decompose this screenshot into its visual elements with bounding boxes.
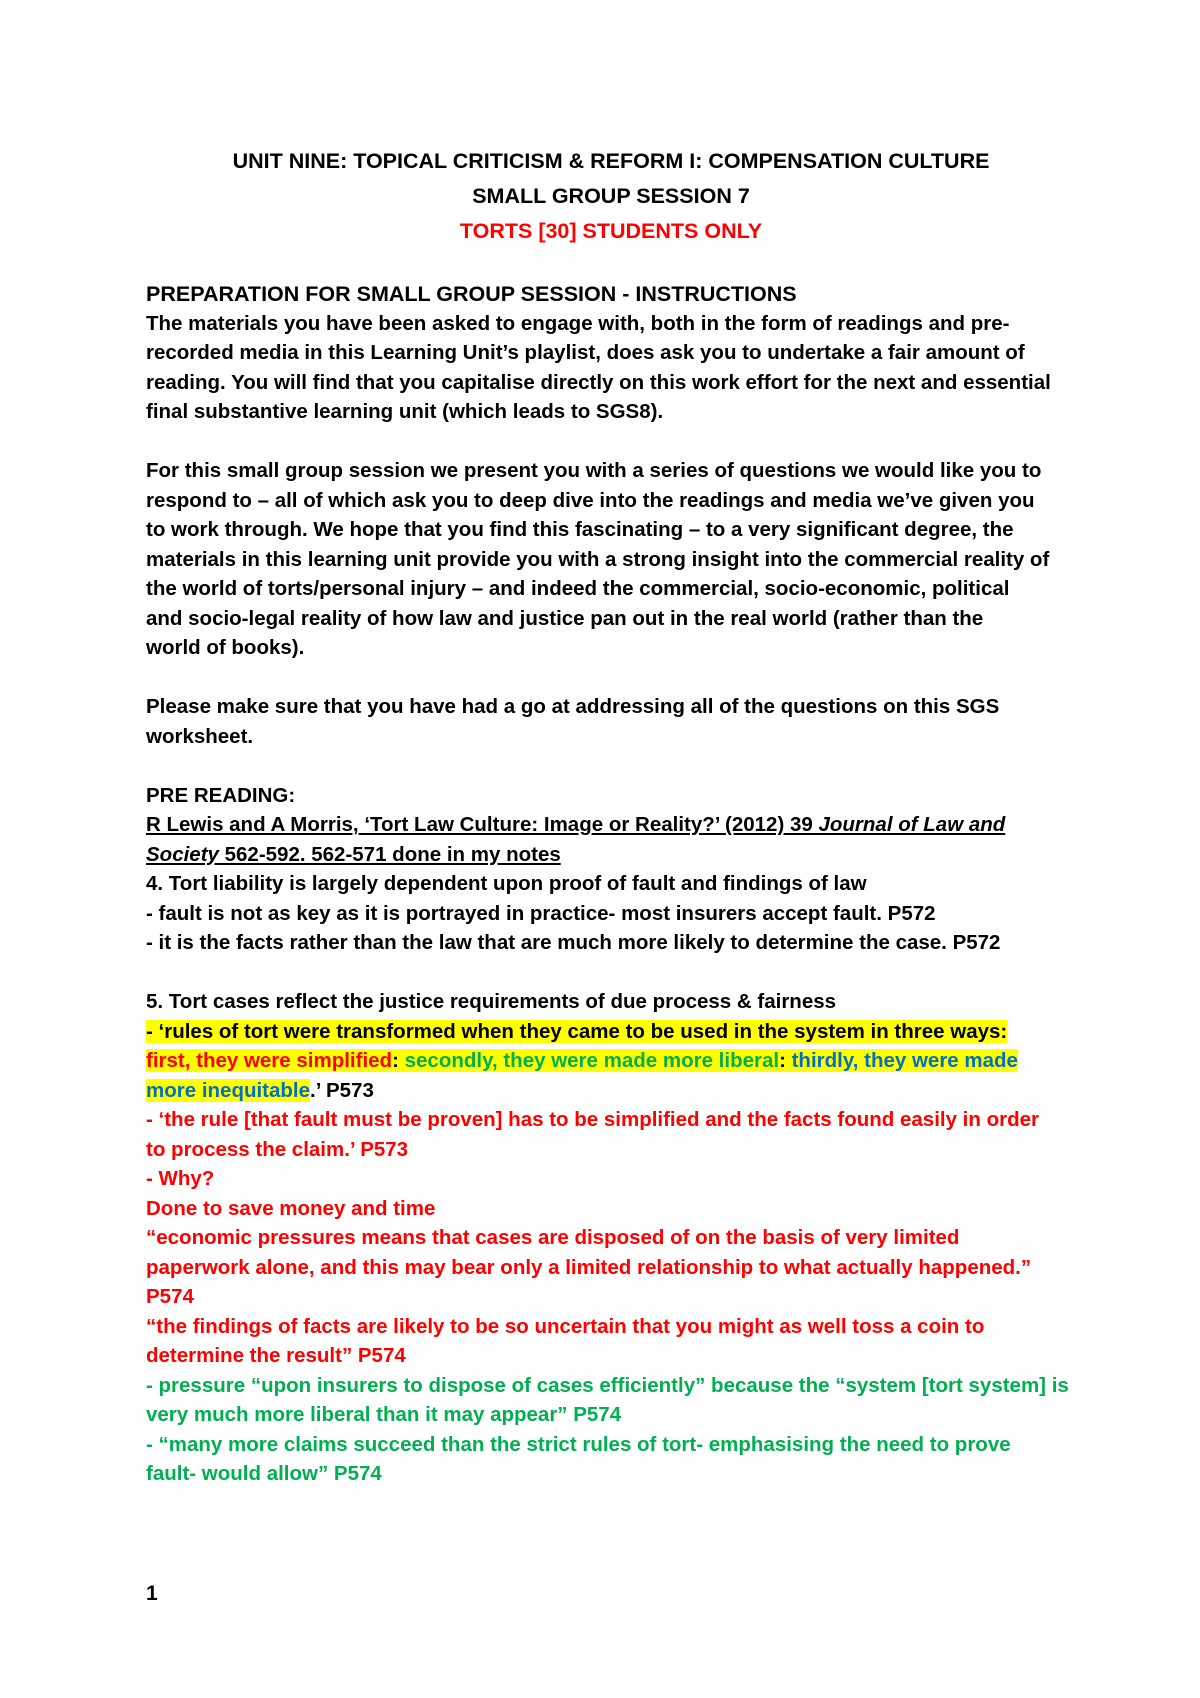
red-note-line: to process the claim.’ P573 [146, 1137, 409, 1161]
session-title: SMALL GROUP SESSION 7 [472, 184, 750, 208]
spacer [146, 427, 1076, 457]
instructions-heading: PREPARATION FOR SMALL GROUP SESSION - INSTRUCTIONS [146, 281, 797, 306]
red-note-line: - ‘the rule [that fault must be proven] has to be simplified and the facts found easily in order [146, 1108, 1040, 1131]
paragraph-line: Please make sure that you have had a go at addressing all of the questions on this SGS [146, 695, 1000, 718]
green-note-line: very much more liberal than it may appear” P574 [146, 1403, 622, 1426]
quote-citation: .’ P573 [310, 1078, 374, 1102]
paragraph-line: world of books). [146, 636, 305, 659]
journal-name: Journal of Law and [818, 813, 1006, 836]
paragraph-line: reading. You will find that you capitalise directly on this work effort for the next and essential [146, 370, 1051, 394]
paragraph-line: to work through. We hope that you find this fascinating – to a very significant degree, the [146, 518, 1014, 541]
second-way-text: secondly, they were made more liberal [404, 1049, 780, 1072]
paragraph-line: final substantive learning unit (which leads to SGS8). [146, 400, 664, 423]
highlighted-text: - ‘rules of tort were transformed when they came to be used in the system in three ways: [146, 1019, 1008, 1043]
spacer [146, 663, 1076, 693]
highlighted-quote-line [146, 1017, 1076, 1047]
first-way-text: first, they were simplified [146, 1049, 393, 1072]
spacer [146, 249, 1076, 279]
paragraph-line: respond to – all of which ask you to deep dive into the readings and media we’ve given you [146, 488, 1035, 512]
third-way-text: thirdly, they were made [791, 1049, 1018, 1072]
red-note-line: paperwork alone, and this may bear only a limited relationship to what actually happened.” [146, 1255, 1032, 1279]
reference-pages: 562-592. 562-571 done in my notes [218, 842, 561, 866]
highlighted-quote-line [146, 1046, 1076, 1076]
journal-name-cont: Society [146, 842, 219, 866]
red-note-line: Done to save money and time [146, 1196, 436, 1220]
paragraph-line: For this small group session we present you with a series of questions we would like you to [146, 459, 1042, 482]
green-note-line: - “many more claims succeed than the strict rules of tort- emphasising the need to prove [146, 1432, 1011, 1456]
red-note-line: determine the result” P574 [146, 1344, 406, 1367]
green-note-line: fault- would allow” P574 [146, 1462, 382, 1485]
spacer [146, 958, 1076, 988]
paragraph-line: materials in this learning unit provide you with a strong insight into the commercial reality of [146, 547, 1050, 571]
point-4-bullet: - fault is not as key as it is portrayed in practice- most insurers accept fault. P572 [146, 901, 936, 925]
separator: : [779, 1049, 792, 1072]
unit-title: UNIT NINE: TOPICAL CRITICISM & REFORM I: COMPENSATION CULTURE [232, 149, 990, 173]
red-note-line: P574 [146, 1285, 194, 1308]
point-4-title: 4. Tort liability is largely dependent upon proof of fault and findings of law [146, 872, 867, 895]
paragraph-line: worksheet. [146, 724, 254, 748]
document-body [146, 144, 1076, 1489]
point-5-title: 5. Tort cases reflect the justice requirements of due process & fairness [146, 990, 837, 1013]
paragraph-line: recorded media in this Learning Unit’s playlist, does ask you to undertake a fair amount of [146, 341, 1025, 364]
point-4-bullet: - it is the facts rather than the law that are much more likely to determine the case. P572 [146, 931, 1001, 954]
highlighted-quote-line [146, 1076, 1076, 1106]
green-note-line: - pressure “upon insurers to dispose of cases efficiently” because the “system [tort system] is [146, 1373, 1069, 1397]
paragraph-line: and socio-legal reality of how law and justice pan out in the real world (rather than the [146, 606, 984, 630]
audience-label: TORTS [30] STUDENTS ONLY [459, 219, 763, 243]
reading-reference-cont [146, 840, 1076, 870]
reading-reference [146, 810, 1076, 840]
red-note-line: “the findings of facts are likely to be so uncertain that you might as well toss a coin to [146, 1314, 985, 1338]
pre-reading-heading: PRE READING: [146, 783, 296, 807]
paragraph-line: the world of torts/personal injury – and indeed the commercial, socio-economic, political [146, 577, 1010, 600]
page-number: 1 [146, 1582, 158, 1605]
spacer [146, 751, 1076, 781]
separator: : [392, 1049, 405, 1072]
red-note-line: “economic pressures means that cases are disposed of on the basis of very limited [146, 1226, 960, 1249]
paragraph-line: The materials you have been asked to engage with, both in the form of readings and pre- [146, 311, 1010, 335]
reference-text: R Lewis and A Morris, ‘Tort Law Culture: Image or Reality?’ (2012) 39 [146, 813, 819, 836]
red-note-line: - Why? [146, 1167, 215, 1190]
third-way-text-cont: more inequitable [146, 1078, 311, 1102]
